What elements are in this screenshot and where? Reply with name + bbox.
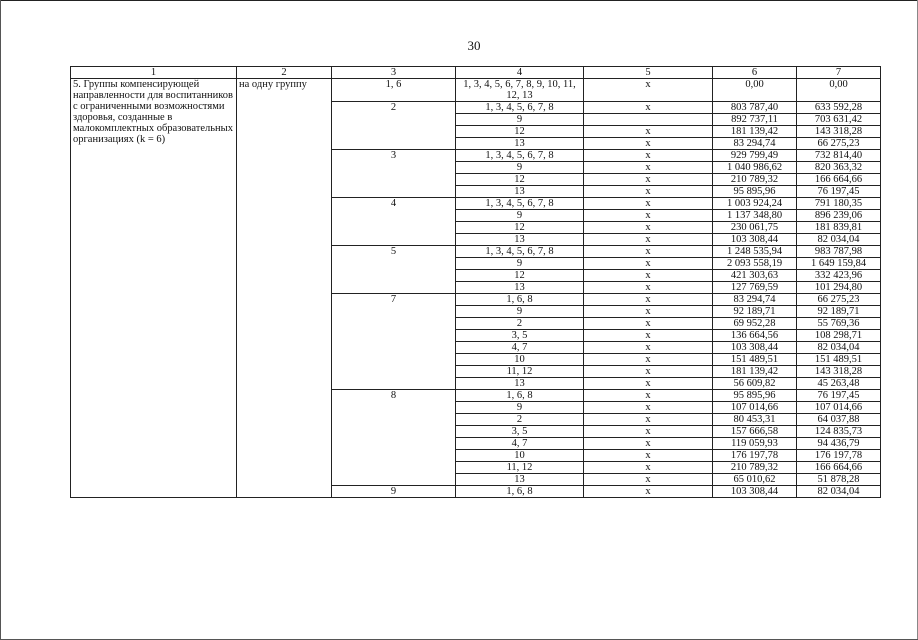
value-cell-7: 66 275,23 xyxy=(797,294,881,306)
group-scope-cell: на одну группу xyxy=(237,79,332,498)
value-cell-7: 124 835,73 xyxy=(797,426,881,438)
criteria-cell: 10 xyxy=(456,354,584,366)
value-cell-7: 0,00 xyxy=(797,79,881,102)
scan-border-left xyxy=(0,0,1,640)
mark-cell: x xyxy=(584,102,713,114)
value-cell-7: 143 318,28 xyxy=(797,366,881,378)
value-cell-7: 108 298,71 xyxy=(797,330,881,342)
value-cell-6: 1 248 535,94 xyxy=(713,246,797,258)
value-cell-6: 95 895,96 xyxy=(713,186,797,198)
mark-cell: x xyxy=(584,162,713,174)
mark-cell: x xyxy=(584,342,713,354)
value-cell-7: 64 037,88 xyxy=(797,414,881,426)
criteria-cell: 1, 3, 4, 5, 6, 7, 8 xyxy=(456,198,584,210)
value-cell-6: 65 010,62 xyxy=(713,474,797,486)
value-cell-6: 127 769,59 xyxy=(713,282,797,294)
value-cell-7: 107 014,66 xyxy=(797,402,881,414)
criteria-cell: 3, 5 xyxy=(456,426,584,438)
criteria-cell: 9 xyxy=(456,210,584,222)
criteria-cell: 1, 6, 8 xyxy=(456,390,584,402)
value-cell-6: 1 003 924,24 xyxy=(713,198,797,210)
value-cell-7: 176 197,78 xyxy=(797,450,881,462)
mark-cell: x xyxy=(584,390,713,402)
value-cell-6: 151 489,51 xyxy=(713,354,797,366)
mark-cell: x xyxy=(584,210,713,222)
value-cell-7: 703 631,42 xyxy=(797,114,881,126)
mark-cell: x xyxy=(584,126,713,138)
mark-cell: x xyxy=(584,318,713,330)
mark-cell: x xyxy=(584,186,713,198)
value-cell-7: 55 769,36 xyxy=(797,318,881,330)
criteria-cell: 9 xyxy=(456,258,584,270)
value-cell-7: 76 197,45 xyxy=(797,390,881,402)
mark-cell: x xyxy=(584,270,713,282)
block-id-cell: 4 xyxy=(332,198,456,246)
criteria-cell: 13 xyxy=(456,138,584,150)
block-id-cell: 8 xyxy=(332,390,456,486)
block-id-cell: 5 xyxy=(332,246,456,294)
criteria-cell: 9 xyxy=(456,402,584,414)
value-cell-6: 83 294,74 xyxy=(713,138,797,150)
page-number: 30 xyxy=(467,38,481,53)
mark-cell: x xyxy=(584,474,713,486)
value-cell-6: 210 789,32 xyxy=(713,174,797,186)
criteria-cell: 11, 12 xyxy=(456,366,584,378)
header-cell-3: 3 xyxy=(332,67,456,79)
criteria-cell: 12 xyxy=(456,222,584,234)
value-cell-6: 136 664,56 xyxy=(713,330,797,342)
table-header-row xyxy=(71,67,881,79)
value-cell-7: 92 189,71 xyxy=(797,306,881,318)
value-cell-7: 82 034,04 xyxy=(797,342,881,354)
criteria-cell: 12 xyxy=(456,174,584,186)
value-cell-6: 929 799,49 xyxy=(713,150,797,162)
mark-cell: x xyxy=(584,486,713,498)
value-cell-6: 0,00 xyxy=(713,79,797,102)
value-cell-6: 95 895,96 xyxy=(713,390,797,402)
mark-cell: x xyxy=(584,222,713,234)
value-cell-6: 230 061,75 xyxy=(713,222,797,234)
value-cell-6: 56 609,82 xyxy=(713,378,797,390)
mark-cell: x xyxy=(584,462,713,474)
value-cell-7: 332 423,96 xyxy=(797,270,881,282)
block-id-cell: 1, 6 xyxy=(332,79,456,102)
block-id-cell: 3 xyxy=(332,150,456,198)
header-cell-7: 7 xyxy=(797,67,881,79)
value-cell-6: 92 189,71 xyxy=(713,306,797,318)
value-cell-6: 421 303,63 xyxy=(713,270,797,282)
value-cell-6: 103 308,44 xyxy=(713,342,797,354)
value-cell-7: 143 318,28 xyxy=(797,126,881,138)
mark-cell: x xyxy=(584,366,713,378)
criteria-cell: 13 xyxy=(456,282,584,294)
criteria-cell: 9 xyxy=(456,306,584,318)
criteria-cell: 13 xyxy=(456,474,584,486)
criteria-cell: 10 xyxy=(456,450,584,462)
value-cell-6: 803 787,40 xyxy=(713,102,797,114)
mark-cell: x xyxy=(584,258,713,270)
block-id-cell: 9 xyxy=(332,486,456,498)
mark-cell: x xyxy=(584,282,713,294)
criteria-cell: 12 xyxy=(456,126,584,138)
criteria-cell: 13 xyxy=(456,234,584,246)
mark-cell: x xyxy=(584,378,713,390)
value-cell-7: 181 839,81 xyxy=(797,222,881,234)
tariff-table xyxy=(70,66,881,498)
criteria-cell: 13 xyxy=(456,378,584,390)
criteria-cell: 3, 5 xyxy=(456,330,584,342)
value-cell-6: 107 014,66 xyxy=(713,402,797,414)
mark-cell: x xyxy=(584,426,713,438)
value-cell-7: 82 034,04 xyxy=(797,234,881,246)
criteria-cell: 13 xyxy=(456,186,584,198)
header-cell-2: 2 xyxy=(237,67,332,79)
value-cell-7: 166 664,66 xyxy=(797,174,881,186)
table-row xyxy=(71,79,881,102)
value-cell-7: 66 275,23 xyxy=(797,138,881,150)
value-cell-6: 80 453,31 xyxy=(713,414,797,426)
value-cell-7: 45 263,48 xyxy=(797,378,881,390)
value-cell-6: 69 952,28 xyxy=(713,318,797,330)
criteria-cell: 11, 12 xyxy=(456,462,584,474)
value-cell-7: 983 787,98 xyxy=(797,246,881,258)
value-cell-7: 94 436,79 xyxy=(797,438,881,450)
value-cell-7: 151 489,51 xyxy=(797,354,881,366)
mark-cell: x xyxy=(584,138,713,150)
block-id-cell: 2 xyxy=(332,102,456,150)
criteria-cell: 2 xyxy=(456,318,584,330)
value-cell-7: 896 239,06 xyxy=(797,210,881,222)
criteria-cell: 9 xyxy=(456,162,584,174)
mark-cell: x xyxy=(584,234,713,246)
mark-cell: x xyxy=(584,438,713,450)
mark-cell: x xyxy=(584,450,713,462)
value-cell-7: 76 197,45 xyxy=(797,186,881,198)
criteria-cell: 4, 7 xyxy=(456,342,584,354)
value-cell-6: 103 308,44 xyxy=(713,486,797,498)
value-cell-7: 82 034,04 xyxy=(797,486,881,498)
value-cell-7: 166 664,66 xyxy=(797,462,881,474)
block-id-cell: 7 xyxy=(332,294,456,390)
criteria-cell: 12 xyxy=(456,270,584,282)
value-cell-6: 181 139,42 xyxy=(713,126,797,138)
criteria-cell: 4, 7 xyxy=(456,438,584,450)
header-cell-4: 4 xyxy=(456,67,584,79)
value-cell-7: 51 878,28 xyxy=(797,474,881,486)
mark-cell: x xyxy=(584,414,713,426)
value-cell-6: 83 294,74 xyxy=(713,294,797,306)
criteria-cell: 1, 6, 8 xyxy=(456,486,584,498)
value-cell-7: 101 294,80 xyxy=(797,282,881,294)
value-cell-6: 2 093 558,19 xyxy=(713,258,797,270)
criteria-cell: 1, 3, 4, 5, 6, 7, 8 xyxy=(456,102,584,114)
header-cell-5: 5 xyxy=(584,67,713,79)
value-cell-6: 119 059,93 xyxy=(713,438,797,450)
value-cell-6: 157 666,58 xyxy=(713,426,797,438)
mark-cell: x xyxy=(584,79,713,102)
mark-cell: x xyxy=(584,198,713,210)
value-cell-7: 732 814,40 xyxy=(797,150,881,162)
criteria-cell: 2 xyxy=(456,414,584,426)
header-cell-6: 6 xyxy=(713,67,797,79)
header-cell-1: 1 xyxy=(71,67,237,79)
criteria-cell: 1, 3, 4, 5, 6, 7, 8, 9, 10, 11, 12, 13 xyxy=(456,79,584,102)
value-cell-6: 176 197,78 xyxy=(713,450,797,462)
value-cell-6: 181 139,42 xyxy=(713,366,797,378)
value-cell-6: 892 737,11 xyxy=(713,114,797,126)
mark-cell: x xyxy=(584,354,713,366)
mark-cell: x xyxy=(584,174,713,186)
criteria-cell: 9 xyxy=(456,114,584,126)
mark-cell: x xyxy=(584,330,713,342)
table-body xyxy=(71,67,881,498)
mark-cell: x xyxy=(584,402,713,414)
value-cell-6: 1 137 348,80 xyxy=(713,210,797,222)
mark-cell: x xyxy=(584,306,713,318)
value-cell-6: 210 789,32 xyxy=(713,462,797,474)
mark-cell: x xyxy=(584,150,713,162)
criteria-cell: 1, 3, 4, 5, 6, 7, 8 xyxy=(456,150,584,162)
mark-cell: x xyxy=(584,294,713,306)
criteria-cell: 1, 6, 8 xyxy=(456,294,584,306)
value-cell-7: 633 592,28 xyxy=(797,102,881,114)
group-title-cell: 5. Группы компенсирующей направленности для воспитанников с ограниченными возможностями здоровья, созданные в малокомплектных образовательных организациях (k = 6) xyxy=(71,79,237,498)
value-cell-7: 820 363,32 xyxy=(797,162,881,174)
value-cell-7: 791 180,35 xyxy=(797,198,881,210)
mark-cell xyxy=(584,114,713,126)
value-cell-7: 1 649 159,84 xyxy=(797,258,881,270)
value-cell-6: 103 308,44 xyxy=(713,234,797,246)
scan-border-top xyxy=(0,0,918,1)
value-cell-6: 1 040 986,62 xyxy=(713,162,797,174)
mark-cell: x xyxy=(584,246,713,258)
criteria-cell: 1, 3, 4, 5, 6, 7, 8 xyxy=(456,246,584,258)
